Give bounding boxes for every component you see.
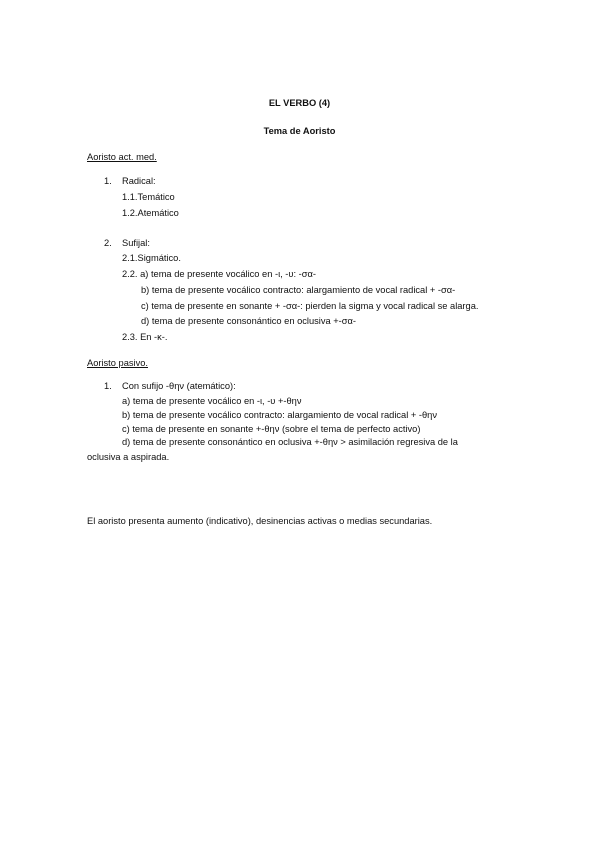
list-line-passive-c: c) tema de presente en sonante +-θην (sobre el tema de perfecto activo): [122, 424, 421, 434]
list-number-2: 2.: [104, 238, 112, 248]
list-item-sufijal: Sufijal:: [122, 238, 150, 248]
section-heading-passive: Aoristo pasivo.: [87, 358, 148, 368]
list-item-radical: Radical:: [122, 176, 156, 186]
document-subtitle: Tema de Aoristo: [263, 126, 336, 136]
list-line-passive-b: b) tema de presente vocálico contracto: alargamiento de vocal radical + -θην: [122, 410, 437, 420]
list-number-passive-1: 1.: [104, 381, 112, 391]
list-subitem-atematico: 1.2.Atemático: [122, 208, 179, 218]
footer-note: El aoristo presenta aumento (indicativo), desinencias activas o medias secundarias.: [87, 516, 433, 526]
document-title: EL VERBO (4): [268, 98, 331, 108]
list-line-passive-d: d) tema de presente consonántico en oclusiva +-θην > asimilación regresiva de la: [122, 437, 458, 447]
list-subitem-2-2-a: 2.2. a) tema de presente vocálico en -ι, -υ: -σα-: [122, 269, 316, 279]
list-subitem-2-3: 2.3. En -κ-.: [122, 332, 168, 342]
list-subitem-2-2-d: d) tema de presente consonántico en oclusiva +-σα-: [141, 316, 356, 326]
section-heading-active: Aoristo act. med.: [87, 152, 157, 162]
list-subitem-sigmatico: 2.1.Sigmático.: [122, 253, 181, 263]
list-subitem-2-2-c: c) tema de presente en sonante + -σα-: pierden la sigma y vocal radical se alarga.: [141, 301, 479, 311]
list-item-sufijo-then: Con sufijo -θην (atemático):: [122, 381, 236, 391]
list-number-1: 1.: [104, 176, 112, 186]
list-subitem-2-2-b: b) tema de presente vocálico contracto: alargamiento de vocal radical + -σα-: [141, 285, 456, 295]
list-line-passive-a: a) tema de presente vocálico en -ι, -υ +-θην: [122, 396, 302, 406]
list-line-passive-continuation: oclusiva a aspirada.: [87, 452, 170, 462]
list-subitem-tematico: 1.1.Temático: [122, 192, 175, 202]
